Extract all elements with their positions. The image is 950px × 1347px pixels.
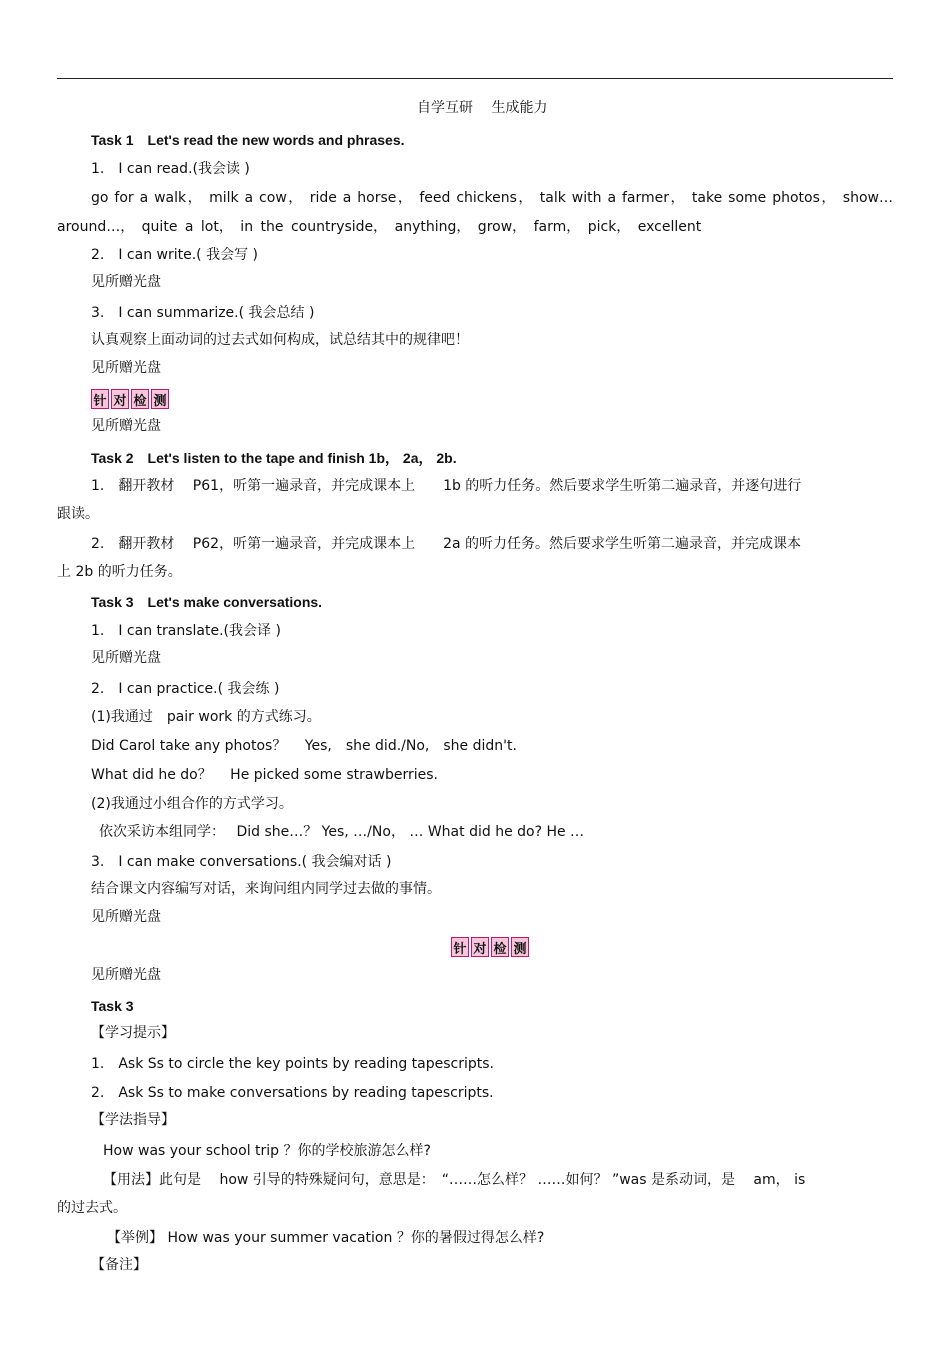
task1-check-answer: 见所赠光盘 <box>91 418 161 434</box>
section-title: 自学互研 生成能力 <box>417 100 548 116</box>
task1-words-line2: around…， quite a lot， in the countryside， anything， grow， farm， pick， excellent <box>57 219 702 235</box>
remark-heading: 【备注】 <box>91 1257 147 1273</box>
tip-2: 2. Ask Ss to make conversations by reading tapescripts. <box>91 1085 494 1101</box>
task3-sub2-text: 依次采访本组同学： Did she…？ Yes, …/No， … What did he do? He … <box>99 824 585 840</box>
task2-item2-line1: 2. 翻开教材 P62，听第一遍录音，并完成课本上 2a 的听力任务。然后要求学生听第二遍录音，并完成课本 <box>91 536 801 552</box>
task3-item1-answer: 见所赠光盘 <box>91 650 161 666</box>
badge-char: 对 <box>471 937 489 957</box>
task3-item3-text: 结合课文内容编写对话，来询问组内同学过去做的事情。 <box>91 881 441 897</box>
badge-char: 针 <box>451 937 469 957</box>
guide-heading: 【学法指导】 <box>91 1112 175 1128</box>
task2-item1-line2: 跟读。 <box>57 506 99 522</box>
task3-item2: 2. I can practice.( 我会练 ) <box>91 681 280 697</box>
task1-item3-text: 认真观察上面动词的过去式如何构成，试总结其中的规律吧！ <box>91 332 469 348</box>
badge-char: 测 <box>511 937 529 957</box>
task2-item2-line2: 上 2b 的听力任务。 <box>57 564 182 580</box>
check-badge-1 <box>91 388 169 410</box>
task3-sub2: (2)我通过小组合作的方式学习。 <box>91 796 293 812</box>
badge-char: 测 <box>151 389 169 409</box>
example-line: 【举例】 How was your summer vacation ？你的暑假过得怎么样? <box>107 1230 545 1246</box>
task3-item3-answer: 见所赠光盘 <box>91 909 161 925</box>
task3-dialog1: Did Carol take any photos？ Yes, she did./No, she didn't. <box>91 738 517 754</box>
usage-line2: 的过去式。 <box>57 1200 127 1216</box>
badge-char: 对 <box>111 389 129 409</box>
tip-1: 1. Ask Ss to circle the key points by reading tapescripts. <box>91 1056 495 1072</box>
task1-item1: 1. I can read.(我会读 ) <box>91 161 250 177</box>
task3-sub1: (1)我通过 pair work 的方式练习。 <box>91 709 321 725</box>
task3-item1: 1. I can translate.(我会译 ) <box>91 623 281 639</box>
task2-title: Task 2 Let's listen to the tape and finish 1b， 2a， 2b. <box>91 450 457 466</box>
task1-title: Task 1 Let's read the new words and phrases. <box>91 132 405 148</box>
task1-item2-answer: 见所赠光盘 <box>91 274 161 290</box>
task1-item3-answer: 见所赠光盘 <box>91 360 161 376</box>
task1-words-line1: go for a walk， milk a cow， ride a horse， feed chickens， talk with a farmer， take some photos， show… <box>91 190 893 206</box>
task2-item1-line1: 1. 翻开教材 P61，听第一遍录音，并完成课本上 1b 的听力任务。然后要求学生听第二遍录音，并逐句进行 <box>91 478 802 494</box>
badge-char: 针 <box>91 389 109 409</box>
guide-sentence: How was your school trip ？你的学校旅游怎么样? <box>103 1143 431 1159</box>
task3-check-answer: 见所赠光盘 <box>91 967 161 983</box>
badge-char: 检 <box>491 937 509 957</box>
badge-char: 检 <box>131 389 149 409</box>
header-rule <box>57 78 893 79</box>
tips-heading: 【学习提示】 <box>91 1025 175 1041</box>
task1-item3: 3. I can summarize.( 我会总结 ) <box>91 305 315 321</box>
usage-line1: 【用法】此句是 how 引导的特殊疑问句，意思是： “……怎么样？ ……如何？ ”was 是系动词，是 am， is <box>103 1172 806 1188</box>
check-badge-2 <box>451 936 529 958</box>
task1-item2: 2. I can write.( 我会写 ) <box>91 247 259 263</box>
task3-title: Task 3 Let's make conversations. <box>91 594 323 610</box>
task3-item3: 3. I can make conversations.( 我会编对话 ) <box>91 854 392 870</box>
task3-dialog2: What did he do？ He picked some strawberries. <box>91 767 438 783</box>
notes-title: Task 3 <box>91 998 134 1014</box>
